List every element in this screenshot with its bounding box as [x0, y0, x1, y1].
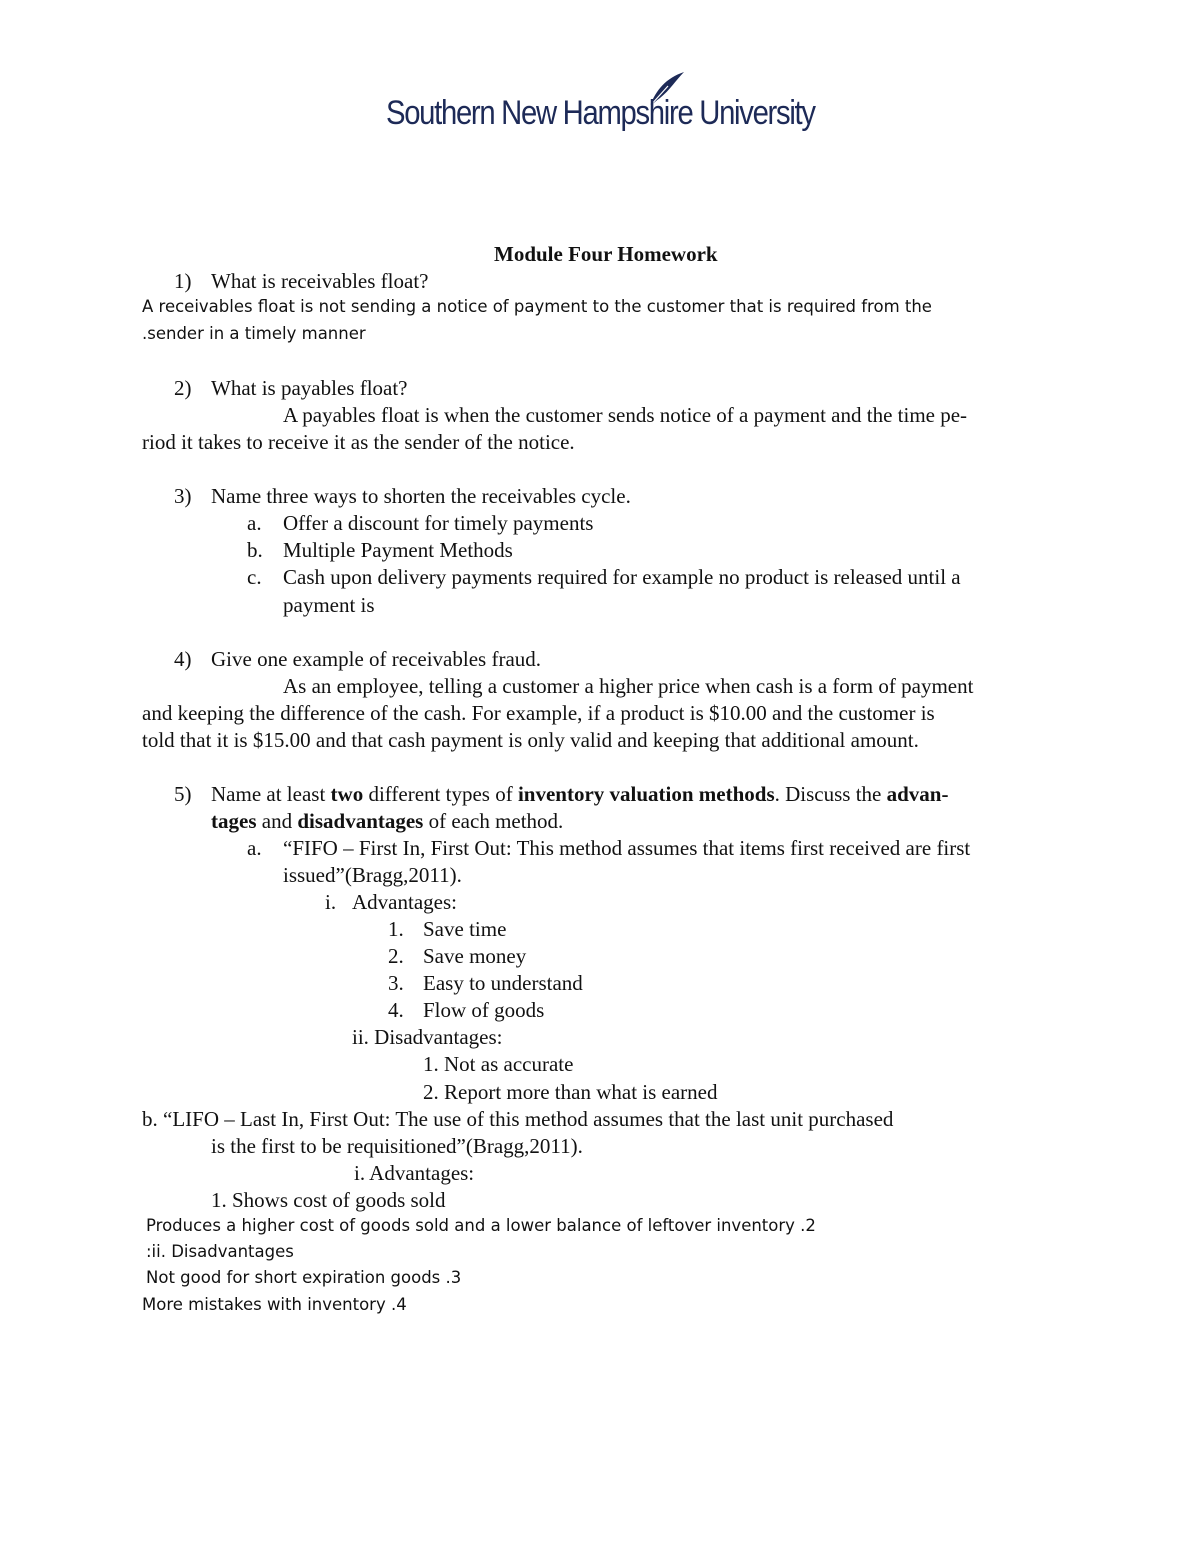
lifo-dis-1: Not good for short expiration goods .3 — [146, 1268, 462, 1287]
fifo-dis-1: 1. Not as accurate — [423, 1052, 574, 1076]
fifo-adv-label: Advantages: — [352, 890, 457, 914]
q3-item-c: Cash upon delivery payments required for example no product is released until a — [283, 565, 961, 589]
q3-item-a-marker: a. — [247, 511, 262, 535]
q3-item-c-line2: payment is — [283, 593, 375, 617]
fifo-dis-2: 2. Report more than what is earned — [423, 1080, 718, 1104]
fifo-adv-1-num: 1. — [388, 917, 404, 941]
q3-number: 3) — [174, 484, 192, 508]
q3-question: Name three ways to shorten the receivables cycle. — [211, 484, 631, 508]
q2-question: What is payables float? — [211, 376, 408, 400]
q1-number: 1) — [174, 269, 192, 293]
fifo-adv-marker: i. — [325, 890, 337, 914]
q2-number: 2) — [174, 376, 192, 400]
q5-question-line1: Name at least two different types of inventory valuation methods. Discuss the advan- — [211, 782, 949, 806]
fifo-adv-4-num: 4. — [388, 998, 404, 1022]
q5-number: 5) — [174, 782, 192, 806]
logo-wordmark: Southern New Hampshire University — [386, 94, 815, 132]
university-logo — [386, 70, 816, 140]
lifo-dis-2: More mistakes with inventory .4 — [142, 1295, 407, 1314]
q4-question: Give one example of receivables fraud. — [211, 647, 542, 671]
fifo-adv-2-num: 2. — [388, 944, 404, 968]
fifo-adv-3: Easy to understand — [423, 971, 583, 995]
fifo-line1: “FIFO – First In, First Out: This method assumes that items first received are first — [283, 836, 971, 860]
q3-item-b-marker: b. — [247, 538, 263, 562]
lifo-line1: b. “LIFO – Last In, First Out: The use of this method assumes that the last unit purchased — [142, 1107, 894, 1131]
fifo-adv-4: Flow of goods — [423, 998, 545, 1022]
fifo-dis-label: ii. Disadvantages: — [352, 1025, 503, 1049]
q5-question-line2: tages and disadvantages of each method. — [211, 809, 564, 833]
q4-answer-line3: told that it is $15.00 and that cash payment is only valid and keeping that additional amount. — [142, 728, 919, 752]
lifo-adv-2: Produces a higher cost of goods sold and a lower balance of leftover inventory .2 — [146, 1216, 816, 1235]
fifo-adv-3-num: 3. — [388, 971, 404, 995]
q2-answer-line1: A payables float is when the customer sends notice of a payment and the time pe- — [283, 403, 968, 427]
q3-item-b: Multiple Payment Methods — [283, 538, 513, 562]
fifo-line2: issued”(Bragg,2011). — [283, 863, 462, 887]
q4-answer-line1: As an employee, telling a customer a higher price when cash is a form of payment — [283, 674, 974, 698]
q2-answer-line2: riod it takes to receive it as the sender of the notice. — [142, 430, 575, 454]
q1-answer-line1: A receivables float is not sending a notice of payment to the customer that is required from the — [142, 297, 932, 316]
fifo-marker: a. — [247, 836, 262, 860]
page-title: Module Four Homework — [494, 242, 718, 266]
q3-item-c-marker: c. — [247, 565, 262, 589]
q1-answer-line2: .sender in a timely manner — [142, 324, 366, 343]
q1-question: What is receivables float? — [211, 269, 429, 293]
lifo-adv-label: i. Advantages: — [354, 1161, 475, 1185]
q4-number: 4) — [174, 647, 192, 671]
fifo-adv-2: Save money — [423, 944, 527, 968]
fifo-adv-1: Save time — [423, 917, 507, 941]
lifo-dis-label: :ii. Disadvantages — [146, 1242, 294, 1261]
q3-item-a: Offer a discount for timely payments — [283, 511, 594, 535]
q4-answer-line2: and keeping the difference of the cash. For example, if a product is $10.00 and the customer is — [142, 701, 935, 725]
lifo-line2: is the first to be requisitioned”(Bragg,2011). — [211, 1134, 583, 1158]
lifo-adv-1: 1. Shows cost of goods sold — [211, 1188, 446, 1212]
